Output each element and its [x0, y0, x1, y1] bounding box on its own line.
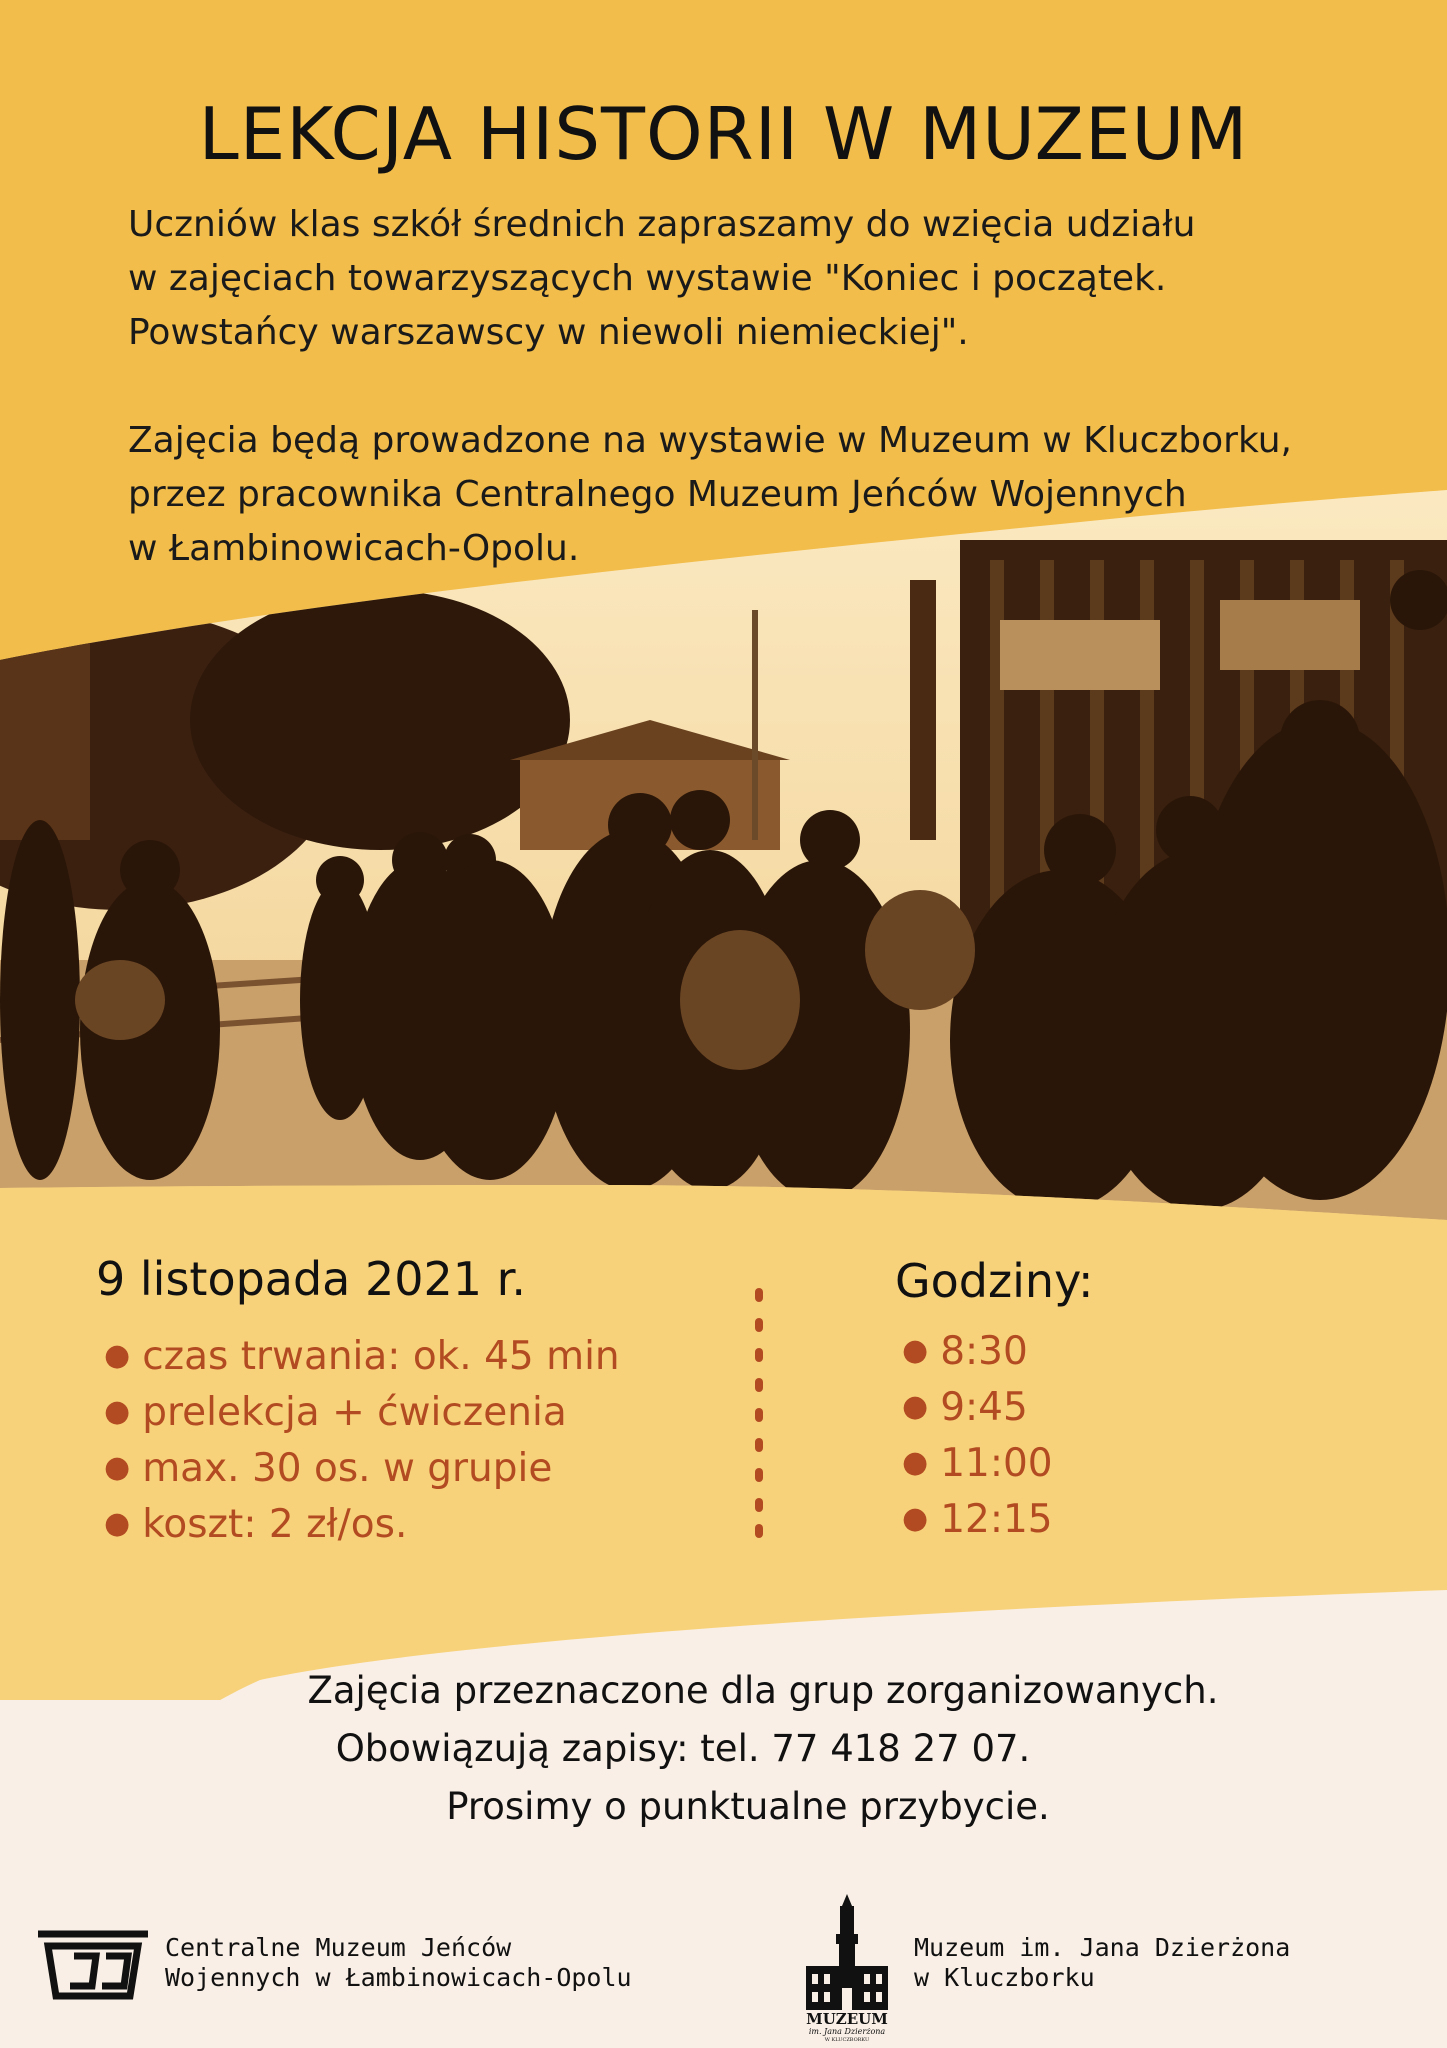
list-item: ● prelekcja + ćwiczenia [104, 1390, 567, 1435]
organizer-left [165, 1933, 632, 1993]
logo-museum-label: MUZEUM [806, 2010, 888, 2028]
bullet-icon: ● [104, 1506, 131, 1541]
hours-title: Godziny: [895, 1254, 1094, 1308]
organizer-left-line-1: Centralne Muzeum Jeńców [165, 1933, 512, 1962]
list-item: ● 12:15 [902, 1497, 1053, 1542]
closing-line-1: Zajęcia przeznaczone dla grup zorganizowanych. [307, 1669, 1219, 1712]
dotted-divider [753, 1288, 765, 1538]
list-item: ● 9:45 [902, 1385, 1028, 1430]
list-item: ● czas trwania: ok. 45 min [104, 1334, 620, 1379]
bullet-icon: ● [902, 1333, 929, 1368]
list-item: ● koszt: 2 zł/os. [104, 1502, 408, 1547]
bullet-icon: ● [104, 1450, 131, 1485]
organizer-left-line-2: Wojennych w Łambinowicach-Opolu [165, 1963, 632, 1992]
organizer-right [914, 1933, 1290, 1993]
list-item: ● 8:30 [902, 1329, 1028, 1374]
event-date: 9 listopada 2021 r. [96, 1252, 526, 1306]
intro-paragraph-2: Zajęcia będą prowadzone na wystawie w Muzeum w Kluczborku, przez pracownika Centralnego Muzeum Jeńców Wojennych w Łambinowicach-Opolu. [128, 420, 1292, 569]
closing-line-2: Obowiązują zapisy: tel. 77 418 27 07. [335, 1727, 1031, 1770]
event-details-list [104, 1328, 620, 1552]
hours-list [902, 1323, 1053, 1547]
intro-text [128, 198, 1348, 576]
cmjw-logo-icon [34, 1928, 152, 2002]
closing-notes [180, 1662, 1346, 1836]
page-title: LEKCJA HISTORII W MUZEUM [198, 92, 1249, 176]
list-item: ● 11:00 [902, 1441, 1053, 1486]
organizer-right-line-2: w Kluczborku [914, 1963, 1095, 1992]
organizer-right-line-1: Muzeum im. Jana Dzierżona [914, 1933, 1291, 1962]
logo-museum-sub: im. Jana Dzierżona [808, 2027, 886, 2036]
bullet-icon: ● [104, 1338, 131, 1373]
intro-paragraph-1: Uczniów klas szkół średnich zapraszamy do wzięcia udziału w zajęciach towarzyszących wystawie "Koniec i początek. Powstańcy warszawscy w niewoli niemieckiej". [128, 204, 1196, 353]
list-item: ● max. 30 os. w grupie [104, 1446, 553, 1491]
museum-tower-logo-icon [796, 1892, 898, 2042]
bullet-icon: ● [902, 1445, 929, 1480]
bullet-icon: ● [902, 1389, 929, 1424]
closing-line-3: Prosimy o punktualne przybycie. [446, 1785, 1050, 1828]
bullet-icon: ● [902, 1501, 929, 1536]
logo-museum-city: W KLUCZBORKU [824, 2037, 870, 2042]
bullet-icon: ● [104, 1394, 131, 1429]
